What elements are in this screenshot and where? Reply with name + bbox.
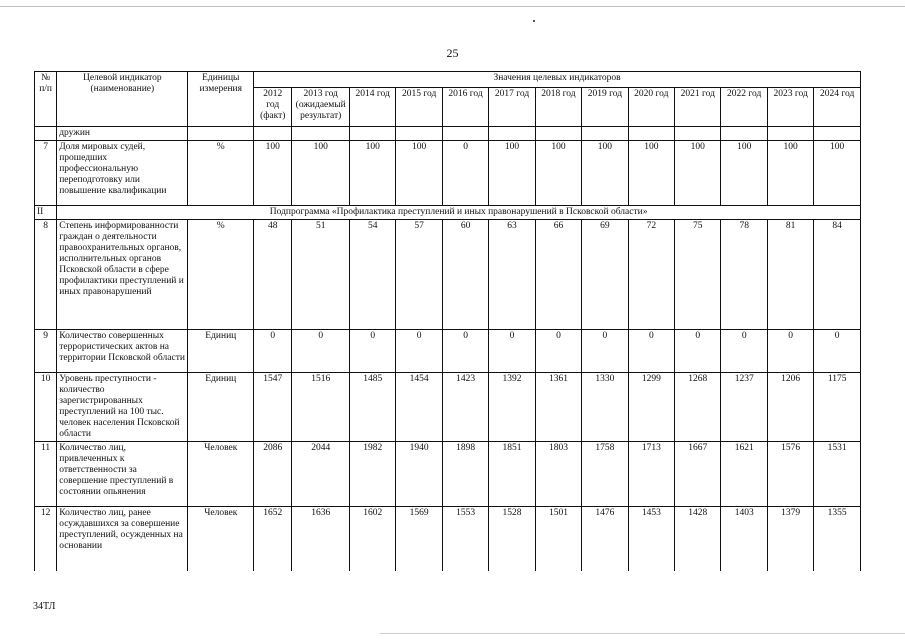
value-cell: 100 [675,141,721,206]
value-cell: 1268 [675,373,721,442]
value-cell: 1602 [349,507,395,572]
scan-edge-line [0,6,905,7]
value-cell: 1940 [396,442,442,507]
header-year: 2019 год [582,88,628,127]
header-year: 2015 год [396,88,442,127]
header-year: 2018 год [535,88,581,127]
value-cell: 0 [767,330,813,373]
value-cell: 1982 [349,442,395,507]
header-year: 2022 год [721,88,767,127]
table-row [35,507,861,572]
value-cell: 0 [292,330,350,373]
value-cell: 72 [628,220,674,330]
value-cell: 1569 [396,507,442,572]
section-row [35,206,861,220]
value-cell: 84 [814,220,861,330]
value-cell: 0 [582,330,628,373]
continuation-text: дружин [57,127,188,141]
value-cell: 1392 [489,373,535,442]
value-cell: 54 [349,220,395,330]
header-year: 2014 год [349,88,395,127]
header-values: Значения целевых индикаторов [254,72,861,88]
indicator-name: Уровень преступности - количество зарегистрированных преступлений на 100 тыс. человек населения Псковской области [57,373,188,442]
unit-cell: Единиц [188,330,254,373]
table-row [35,373,861,442]
row-number: 9 [35,330,57,373]
cell-empty [188,127,254,141]
value-cell: 1501 [535,507,581,572]
value-cell: 0 [254,330,292,373]
value-cell: 1423 [442,373,488,442]
indicator-name: Количество лиц, привлеченных к ответственности за совершение преступлений в состоянии опьянения [57,442,188,507]
header-year: 2021 год [675,88,721,127]
value-cell: 48 [254,220,292,330]
value-cell: 1553 [442,507,488,572]
value-cell: 1476 [582,507,628,572]
table-row [35,330,861,373]
value-cell: 1237 [721,373,767,442]
value-cell: 1428 [675,507,721,572]
header-year: 2017 год [489,88,535,127]
header-year: 2023 год [767,88,813,127]
value-cell: 100 [535,141,581,206]
value-cell: 0 [814,330,861,373]
value-cell: 1403 [721,507,767,572]
value-cell: 51 [292,220,350,330]
scan-speck [533,20,535,22]
value-cell: 1485 [349,373,395,442]
value-cell: 1898 [442,442,488,507]
value-cell: 2044 [292,442,350,507]
value-cell: 1621 [721,442,767,507]
table-row [35,141,861,206]
target-indicators-table [34,71,861,571]
header-year: 2024 год [814,88,861,127]
value-cell: 1652 [254,507,292,572]
value-cell: 1355 [814,507,861,572]
indicator-name: Доля мировых судей, прошедших профессиональную переподготовку или повышение квалификации [57,141,188,206]
value-cell: 0 [628,330,674,373]
value-cell: 75 [675,220,721,330]
value-cell: 0 [721,330,767,373]
footer-code: 34ТЛ [33,601,56,612]
value-cell: 1379 [767,507,813,572]
cell-empty [35,127,57,141]
value-cell: 1851 [489,442,535,507]
value-cell: 1803 [535,442,581,507]
row-number: 11 [35,442,57,507]
header-no: № п/п [35,72,57,127]
value-cell: 66 [535,220,581,330]
indicator-name: Количество совершенных террористических актов на территории Псковской области [57,330,188,373]
header-indicator: Целевой индикатор (наименование) [57,72,188,127]
value-cell: 1576 [767,442,813,507]
value-cell: 0 [442,330,488,373]
value-cell: 1547 [254,373,292,442]
header-year: 2020 год [628,88,674,127]
scan-bottom-line [380,633,905,634]
section-title: Подпрограмма «Профилактика преступлений и иных правонарушений в Псковской области» [57,206,861,220]
value-cell: 1713 [628,442,674,507]
value-cell: 1636 [292,507,350,572]
value-cell: 2086 [254,442,292,507]
value-cell: 1531 [814,442,861,507]
value-cell: 100 [396,141,442,206]
unit-cell: % [188,141,254,206]
value-cell: 1454 [396,373,442,442]
unit-cell: % [188,220,254,330]
indicator-name: Степень информированности граждан о деятельности правоохранительных органов, исполнительных органов Псковской области в сфере профилактики преступлений и иных правонарушений [57,220,188,330]
value-cell: 1758 [582,442,628,507]
value-cell: 100 [721,141,767,206]
row-number: 7 [35,141,57,206]
value-cell: 0 [489,330,535,373]
indicator-name: Количество лиц, ранее осуждавшихся за совершение преступлений, осужденных на основании [57,507,188,572]
value-cell: 1361 [535,373,581,442]
value-cell: 100 [767,141,813,206]
value-cell: 100 [582,141,628,206]
value-cell: 100 [628,141,674,206]
value-cell: 100 [254,141,292,206]
value-cell: 100 [489,141,535,206]
value-cell: 0 [675,330,721,373]
value-cell: 100 [814,141,861,206]
value-cell: 1299 [628,373,674,442]
value-cell: 1516 [292,373,350,442]
value-cell: 81 [767,220,813,330]
value-cell: 69 [582,220,628,330]
row-number: 12 [35,507,57,572]
header-year: 2013 год (ожидаемый результат) [292,88,350,127]
section-id: II [35,206,57,220]
value-cell: 100 [349,141,395,206]
table-row [35,442,861,507]
value-cell: 57 [396,220,442,330]
page-number: 25 [446,46,459,60]
row-number: 10 [35,373,57,442]
value-cell: 63 [489,220,535,330]
value-cell: 1528 [489,507,535,572]
value-cell: 0 [535,330,581,373]
value-cell: 1667 [675,442,721,507]
value-cell: 0 [349,330,395,373]
unit-cell: Единиц [188,373,254,442]
value-cell: 100 [292,141,350,206]
unit-cell: Человек [188,442,254,507]
header-year: 2012 год (факт) [254,88,292,127]
value-cell: 0 [396,330,442,373]
value-cell: 78 [721,220,767,330]
value-cell: 1453 [628,507,674,572]
value-cell: 1175 [814,373,861,442]
value-cell: 60 [442,220,488,330]
value-cell: 1330 [582,373,628,442]
header-unit: Единицы измерения [188,72,254,127]
unit-cell: Человек [188,507,254,572]
row-number: 8 [35,220,57,330]
header-year: 2016 год [442,88,488,127]
value-cell: 1206 [767,373,813,442]
value-cell: 0 [442,141,488,206]
table-row [35,220,861,330]
